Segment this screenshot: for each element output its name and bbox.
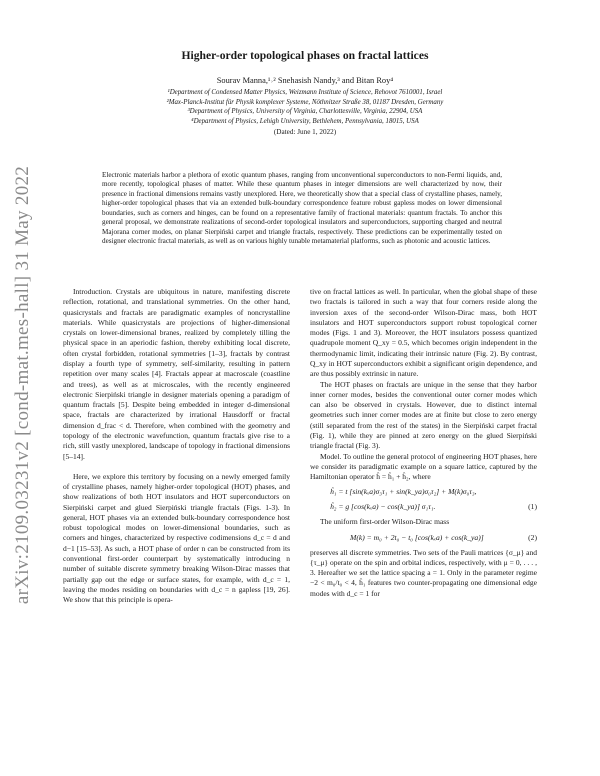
body-paragraph: Here, we explore this territory by focusing on a newly emerged family of crystalline phases, namely higher-order topological (HOT) phases, and show realizations of both HOT insulators and HOT superconductors on Sierpiński carpet and glued Sierpiński triangle fractals (Figs. 1-3). In general, HOT phases via an extended bulk-boundary correspondence host robust topological modes on lower-dimensional boundaries, such as corners and hinges, characterized by respective codimensions d_c = d and d−1 [15–53]. As such, a HOT phase of order n can be constructed from its conventional first-order counterpart by systematically introducing n number of suitable discrete symmetry breaking Wilson-Dirac masses that partially gap out the edge or surface states, for example, with d_c = 1, leaving the modes residing on boundaries with d_c = n gapless [19, 26]. We show that this principle is opera- — [63, 471, 290, 605]
arxiv-sidebar — [8, 150, 38, 620]
right-column — [310, 287, 537, 599]
affiliation-1: ¹Department of Condensed Matter Physics, Weizmann Institute of Science, Rehovot 7610001, Israel — [167, 89, 443, 96]
body-paragraph-continued: tive on fractal lattices as well. In particular, when the global shape of these two fractals is tailored in such a way that four corners reside along the inversion axes of the second-order Wilson-Dirac mass, both HOT insulators and HOT superconductors support robust topological corner modes (Figs. 1 and 3). Moreover, the HOT insulators possess quantized quadrupole moment Q_xy = 0.5, which becomes origin independent in the thermodynamic limit, indicating their intrinsic nature (Fig. 2). By contrast, Q_xy in HOT superconductors exhibit a significant origin dependence, and are thus possibly extrinsic in nature. — [310, 287, 537, 379]
date-line: (Dated: June 1, 2022) — [273, 128, 337, 137]
intro-paragraph: Introduction. Crystals are ubiquitous in nature, manifesting discrete reflection, rotational, and translational symmetries. On the other hand, quasicrystals and fractals are paradigmatic examples of noncrystalline materials. While quasicrystals are projections of higher-dimensional crystals on lower-dimensional branes, realized by completely tilling the physical space in an aperiodic fashion, thereby exhibiting local discrete, often crystal forbidden, rotational symmetries [1–3], fractals by contrast display a fourth type of symmetry, self-similarity, resulting in pattern repetition over many scales [4]. Fractals appear at macroscale (coastline and trees), as well as at microscales, with the recently engineered electronic Sierpiński triangle in designer materials opening a paradigm of quantum fractals [5]. Despite being embedded in integer d-dimensional space, fractals are characterized by irrational Hausdorff or fractal dimension d_frac < d. Therefore, when combined with the geometry and topology of the electronic wavefunction, quantum fractals give rise to a rich, still vastly unexplored, landscape of topology in fractional dimensions [5–14]. — [63, 287, 290, 461]
equation-line — [310, 531, 537, 546]
equation-2-body: M(k) = m₀ + 2t₀ − t₀ [cos(kₓa) + cos(k_ya)] — [350, 532, 484, 542]
equation-line — [310, 500, 537, 515]
model-paragraph: Model. To outline the general protocol of engineering HOT phases, here we consider its paradigmatic example on a square lattice, captured by the Hamiltonian operator ĥ = ĥ₁ + ĥ₂, where — [310, 451, 537, 482]
body-paragraph: The HOT phases on fractals are unique in the sense that they harbor inner corner modes, besides the conventional outer corner modes which can also be observed in crystals. However, due to distinct internal geometries such inner corner modes are at finite but close to zero energy (still separated from the rest of the states) in the Sierpiński carpet fractal (Fig. 1), while they are pinned at zero energy on the glued Sierpiński triangle fractal (Fig. 3). — [310, 379, 537, 451]
equation-1b: ĥ₂ = g [cos(kₓa) − cos(k_ya)] σ₁τ₁. — [330, 502, 436, 512]
body-paragraph: preserves all discrete symmetries. Two sets of the Pauli matrices {σ_μ} and {τ_μ} operate on the spin and orbital indices, respectively, with μ = 0, . . . , 3. Hereafter we set the lattice spacing a = 1. Only in the parameter regime −2 < m₀/t₀ < 4, ĥ₁ features two counter-propagating one dimensional edge modes with d_c = 1 for — [310, 547, 537, 598]
author-list: Sourav Manna,¹˒² Snehasish Nandy,³ and Bitan Roy⁴ — [216, 76, 394, 85]
body-text: The uniform first-order Wilson-Dirac mass — [320, 517, 450, 527]
left-column — [63, 287, 290, 605]
equation-number: (1) — [528, 502, 537, 512]
equation-number: (2) — [528, 532, 537, 542]
affiliation-3: ³Department of Physics, University of Virginia, Charlottesville, Virginia, 22904, USA — [187, 108, 423, 116]
paper-header — [70, 49, 540, 136]
arxiv-identifier: arXiv:2109.03231v2 [cond-mat.mes-hall] 31 May 2022 — [12, 165, 33, 605]
equation-1 — [310, 485, 537, 515]
affiliation-4: ⁴Department of Physics, Lehigh University, Bethlehem, Pennsylvania, 18015, USA — [191, 117, 419, 125]
affiliation-2: ²Max-Planck-Institut für Physik komplexer Systeme, Nöthnitzer Straße 38, 01187 Dresden, Germany — [166, 98, 444, 106]
equation-1a: ĥ₁ = t [sin(kₓa)σ₃τ₁ + sin(k_ya)σ₀τ₂] + M(k)σ₀τ₃, — [330, 487, 477, 497]
abstract-text: Electronic materials harbor a plethora of exotic quantum phases, ranging from unconventional superconductors to non-Fermi liquids, and, more recently, topological phases of matter. While these quantum phases in integer dimensions are well characterized by now, their presence in fractional dimensions remains vastly unexplored. Here, we theoretically show that a special class of crystalline phases, namely, higher-order topological phases that via an extended bulk-boundary correspondence feature robust gapless modes on lower dimensional boundaries, such as corners and hinges, can be found on a representative family of fractional materials: quantum fractals. To anchor this general proposal, we demonstrate realizations of second-order topological insulators and superconductors, supporting charged and neutral Majorana corner modes, on planar Sierpiński carpet and triangle fractals, respectively. These predictions can be experimentally tested on designer electronic fractal materials, as well as on various highly tunable metamaterial platforms, such as photonic and acoustic lattices. — [102, 171, 502, 245]
equation-2 — [310, 531, 537, 546]
equation-line — [310, 485, 537, 500]
abstract — [102, 171, 502, 246]
paper-title: Higher-order topological phases on fractal lattices — [181, 49, 429, 62]
